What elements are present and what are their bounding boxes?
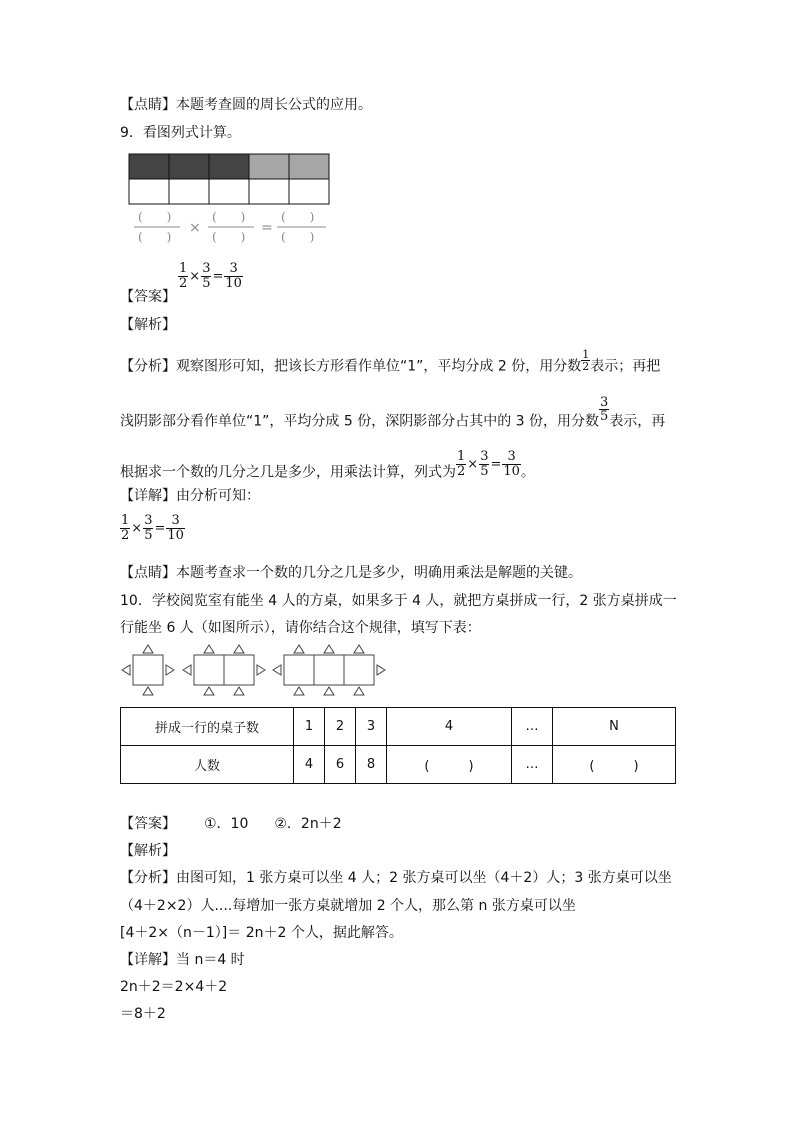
dark-cell [169, 154, 209, 179]
answer-equation: $\frac{1}{2}$ × $\frac{3}{5}$ = $\frac{3}{10}$ [179, 261, 242, 291]
fraction-one-half: $\frac{1}{2}$ [179, 261, 188, 291]
blank-cell [249, 179, 289, 204]
analysis-text: 观察图形可知，把该长方形看作单位“1”，平均分成 2 份，用分数 [176, 358, 582, 375]
blank-cell [209, 179, 249, 204]
analysis-10-line-1 [120, 869, 672, 887]
seat-triangle [294, 645, 304, 653]
fraction-three-tenths: $\frac{3}{10}$ [503, 449, 520, 479]
table-cell: 人数 [121, 746, 294, 784]
analysis-10-line-2: （4＋2×2）人....每增加一张方桌就增加 2 个人，那么第 n 张方桌可以坐 [120, 898, 576, 914]
seat-triangle [294, 687, 304, 695]
blank-cell [289, 179, 329, 204]
fraction-one-half: $\frac{1}{2}$ [457, 449, 466, 479]
blank-denominator-3: ( ) [281, 230, 315, 244]
pattern-table [120, 707, 676, 784]
fraction-three-fifths: $\frac{3}{5}$ [144, 513, 153, 543]
table-cell: 4 [387, 708, 512, 746]
table-cell: 拼成一行的桌子数 [121, 708, 294, 746]
seat-triangle [183, 665, 191, 675]
answer-part-1: ①．10 [204, 816, 249, 832]
blank-cell [129, 179, 169, 204]
analysis-9-line-3 [120, 449, 535, 487]
table-cell: 2 [325, 708, 356, 746]
fraction-bar-figure [128, 152, 332, 248]
square-table [284, 655, 314, 685]
fraction-three-fifths: $\frac{3}{5}$ [600, 395, 609, 424]
light-cell [249, 154, 289, 179]
question-10-stem-2: 行能坐 6 人（如图所示），请你结合这个规律，填写下表： [120, 620, 481, 636]
key-point-text: 本题考查求一个数的几分之几是多少，明确用乘法是解题的关键。 [176, 565, 582, 581]
detail-tag: 【详解】 [120, 952, 176, 968]
analysis-tag: 【分析】 [120, 870, 176, 886]
answer-9-line [120, 261, 242, 305]
seat-triangle [234, 645, 244, 653]
fraction-three-tenths: $\frac{3}{10}$ [167, 513, 184, 543]
jiexi-tag: 【解析】 [120, 843, 176, 859]
blank-denominator-2: ( ) [212, 230, 246, 244]
analysis-text: 表示；再把 [590, 358, 661, 375]
table-cell: … [512, 708, 553, 746]
table-cell: 1 [294, 708, 325, 746]
seat-triangle [324, 687, 334, 695]
key-point-tag: 【点睛】 [120, 565, 176, 581]
light-cell [289, 154, 329, 179]
answer-tag: 【答案】 [120, 816, 176, 832]
seat-triangle [324, 645, 334, 653]
blank-cell: ( ) [553, 746, 676, 784]
detail-text: 由分析可知： [176, 488, 260, 504]
table-cell: … [512, 746, 553, 784]
key-point-line [120, 96, 372, 114]
square-table [344, 655, 374, 685]
blank-numerator-1: ( ) [138, 210, 172, 224]
detail-tag: 【详解】 [120, 488, 176, 504]
key-point-9-line [120, 564, 582, 582]
seat-triangle [166, 665, 174, 675]
analysis-text: 。 [520, 464, 535, 481]
seat-triangle [143, 645, 153, 653]
times-sign: × [189, 220, 201, 236]
blank-denominator-1: ( ) [138, 230, 172, 244]
seat-triangle [122, 665, 130, 675]
answer-part-2: ②．2n＋2 [274, 816, 342, 832]
fraction-three-fifths: $\frac{3}{5}$ [202, 261, 211, 291]
blank-cell [169, 179, 209, 204]
square-table [314, 655, 344, 685]
seat-triangle [377, 665, 385, 675]
detail-10-line [120, 951, 245, 969]
analysis-text: 表示，再 [609, 413, 666, 430]
key-point-text: 本题考查圆的周长公式的应用。 [176, 97, 372, 113]
square-table [133, 655, 163, 685]
detail-text: 当 n＝4 时 [176, 952, 245, 968]
detail-10-step-1: 2n＋2＝2×4＋2 [120, 979, 228, 995]
tables-figure [118, 643, 390, 699]
analysis-tag: 【分析】 [120, 358, 176, 375]
table-row [121, 708, 676, 746]
seat-triangle [204, 687, 214, 695]
seat-triangle [204, 645, 214, 653]
square-table [194, 655, 224, 685]
fraction-one-half: $\frac{1}{2}$ [582, 348, 590, 373]
dark-cell [209, 154, 249, 179]
seat-triangle [354, 687, 364, 695]
seat-triangle [273, 665, 281, 675]
analysis-text: 根据求一个数的几分之几是多少，用乘法计算，列式为 [120, 464, 456, 481]
detail-9-line [120, 487, 260, 505]
analysis-9-line-1 [120, 348, 661, 378]
analysis-10-line-3: [4＋2×（n－1）]＝ 2n＋2 个人，据此解答。 [120, 925, 403, 941]
seat-triangle [257, 665, 265, 675]
fraction-one-half: $\frac{1}{2}$ [121, 513, 130, 543]
table-cell: N [553, 708, 676, 746]
analysis-text: 浅阴影部分看作单位“1”，平均分成 5 份，深阴影部分占其中的 3 份，用分数 [120, 413, 600, 430]
fraction-three-tenths: $\frac{3}{10}$ [225, 261, 242, 291]
inline-equation: $\frac{1}{2}$ × $\frac{3}{5}$ = $\frac{3}{10}$ [457, 449, 520, 479]
seat-triangle [234, 687, 244, 695]
detail-10-step-2: ＝8＋2 [120, 1006, 166, 1022]
table-cell: 3 [356, 708, 387, 746]
table-cell: 6 [325, 746, 356, 784]
seat-triangle [354, 645, 364, 653]
blank-numerator-2: ( ) [212, 210, 246, 224]
table-cell: 4 [294, 746, 325, 784]
table-cell: 8 [356, 746, 387, 784]
square-table [224, 655, 254, 685]
analysis-9-line-2 [120, 395, 666, 435]
answer-10-line [120, 815, 342, 833]
equals-sign: = [261, 220, 273, 236]
seat-triangle [143, 687, 153, 695]
jiexi-tag: 【解析】 [120, 317, 176, 333]
dark-cell [129, 154, 169, 179]
question-9-stem: 9．看图列式计算。 [120, 125, 241, 141]
fraction-three-fifths: $\frac{3}{5}$ [480, 449, 489, 479]
table-row [121, 746, 676, 784]
detail-9-equation: $\frac{1}{2}$ × $\frac{3}{5}$ = $\frac{3}{10}$ [121, 513, 184, 543]
question-10-stem-1: 10．学校阅览室有能坐 4 人的方桌，如果多于 4 人，就把方桌拼成一行，2 张方桌拼成一 [120, 593, 677, 609]
answer-tag: 【答案】 [120, 289, 176, 305]
key-point-tag: 【点睛】 [120, 97, 176, 113]
analysis-text: 由图可知，1 张方桌可以坐 4 人；2 张方桌可以坐（4＋2）人；3 张方桌可以坐 [176, 870, 672, 886]
blank-numerator-3: ( ) [281, 210, 315, 224]
blank-cell: ( ) [387, 746, 512, 784]
